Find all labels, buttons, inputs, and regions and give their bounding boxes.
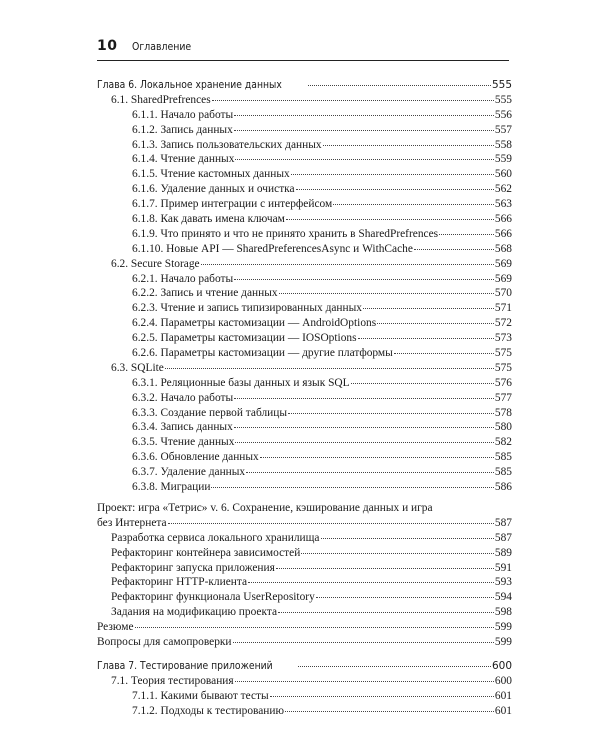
toc-entry-title: 7.1.1. Какими бывают тесты — [132, 689, 269, 702]
toc-entry-page: 598 — [494, 606, 512, 619]
toc-entry-title: 6.1.4. Чтение данных — [132, 153, 235, 166]
toc-entry-page: 585 — [494, 451, 512, 464]
toc-entry-page: 591 — [494, 561, 512, 574]
toc-leader-dots — [333, 195, 494, 205]
toc-leader-dots — [414, 240, 494, 250]
toc-entry-page: 556 — [494, 108, 512, 121]
toc-entry-page: 563 — [494, 198, 512, 211]
toc-entry-page: 585 — [494, 466, 512, 479]
toc-entry-page: 599 — [494, 621, 512, 634]
toc-leader-dots — [279, 284, 494, 294]
toc-leader-dots — [212, 91, 494, 101]
running-title: Оглавление — [132, 40, 192, 53]
toc-subsection[interactable] — [97, 480, 512, 495]
toc-leader-dots — [301, 544, 494, 554]
toc-entry-title: 6.3.6. Обновление данных — [132, 451, 259, 464]
toc-entry-page: 582 — [494, 436, 512, 449]
toc-leader-dots — [276, 559, 494, 569]
toc-entry-page: 593 — [494, 576, 512, 589]
toc-leader-dots — [358, 329, 494, 339]
toc-leader-dots — [316, 588, 494, 598]
toc-entry-title: 6.3.1. Реляционные базы данных и язык SQL — [132, 376, 350, 389]
toc-entry-page: 578 — [494, 406, 512, 419]
toc-entry-title: Рефакторинг запуска приложения — [111, 561, 275, 574]
toc-entry-title: 6.3.7. Удаление данных — [132, 466, 246, 479]
toc-entry-title: Глава 6. Локальное хранение данных — [97, 79, 282, 91]
toc-leader-dots — [201, 255, 494, 265]
toc-leader-dots — [135, 618, 494, 628]
toc-leader-dots — [211, 478, 493, 488]
toc-entry-page: 569 — [494, 272, 512, 285]
toc-entry-title: 6.2.2. Запись и чтение данных — [132, 287, 278, 300]
toc-leader-dots — [270, 687, 494, 697]
toc-entry-title: Рефакторинг HTTP-клиента — [111, 576, 248, 589]
toc-leader-dots — [286, 210, 494, 220]
toc-leader-dots — [377, 314, 494, 324]
toc-entry-title: 6.1.2. Запись данных — [132, 123, 233, 136]
toc-leader-dots — [234, 389, 494, 399]
toc-leader-dots — [291, 165, 494, 175]
toc-entry-page: 601 — [494, 689, 512, 702]
toc-entry-title: 6.2.4. Параметры кастомизации — AndroidOptions — [132, 317, 377, 330]
toc-entry-title: 6.3.8. Миграции — [132, 481, 211, 494]
toc-entry-title: 6.1.6. Удаление данных и очистка — [132, 183, 295, 196]
toc-entry-page: 571 — [494, 302, 512, 315]
toc-entry-page: 566 — [494, 227, 512, 240]
toc-entry-title: 6.2.3. Чтение и запись типизированных данных — [132, 302, 362, 315]
toc-entry-title: 6.3.4. Запись данных — [132, 421, 233, 434]
toc-leader-dots — [285, 702, 494, 712]
toc-entry-page: 576 — [494, 376, 512, 389]
toc-entry-page: 573 — [494, 332, 512, 345]
toc-entry-page: 555 — [491, 79, 512, 91]
toc-leader-dots — [298, 657, 491, 667]
toc-entry-page: 568 — [494, 242, 512, 255]
toc-entry-title: 6.1.5. Чтение кастомных данных — [132, 168, 290, 181]
page-header — [97, 34, 509, 61]
toc-leader-dots — [235, 672, 494, 682]
toc-entry-title: 6.3.5. Чтение данных — [132, 436, 235, 449]
toc-entry-page: 558 — [494, 138, 512, 151]
toc-entry-page: 587 — [494, 516, 512, 529]
table-of-contents — [97, 78, 512, 718]
toc-entry-title: Разработка сервиса локального хранилища — [111, 531, 320, 544]
toc-leader-dots — [168, 514, 494, 524]
toc-leader-dots — [321, 529, 494, 539]
toc-entry-title: 6.1.10. Новые API — SharedPreferencesAsync и WithCache — [132, 242, 413, 255]
toc-leader-dots — [235, 433, 494, 443]
toc-entry-title: без Интернета — [97, 516, 167, 529]
toc-entry-page: 587 — [494, 531, 512, 544]
toc-leader-dots — [234, 106, 494, 116]
toc-entry-page: 580 — [494, 421, 512, 434]
toc-entry-title: Задания на модификацию проекта — [111, 606, 278, 619]
toc-entry-page: 569 — [494, 257, 512, 270]
toc-leader-dots — [234, 418, 494, 428]
page-number: 10 — [97, 38, 118, 54]
toc-leader-dots — [233, 633, 494, 643]
toc-entry-page: 555 — [494, 93, 512, 106]
toc-leader-dots — [234, 121, 494, 131]
toc-leader-dots — [296, 180, 494, 190]
toc-entry-title: 6.3.2. Начало работы — [132, 391, 234, 404]
toc-entry-page: 601 — [494, 704, 512, 717]
toc-entry-title: 6.3.3. Создание первой таблицы — [132, 406, 288, 419]
toc-entry-page: 562 — [494, 183, 512, 196]
toc-questions[interactable] — [97, 635, 512, 650]
toc-entry-title: Глава 7. Тестирование приложений — [97, 659, 273, 672]
toc-entry-title: 6.2.5. Параметры кастомизации — IOSOptions — [132, 332, 357, 345]
toc-leader-dots — [363, 299, 494, 309]
toc-entry-title: Проект: игра «Тетрис» v. 6. Сохранение, кэширование данных и игра — [97, 501, 433, 514]
toc-leader-dots — [351, 374, 494, 384]
toc-entry-title: Рефакторинг контейнера зависимостей — [111, 546, 301, 559]
toc-entry-title: Вопросы для самопроверки — [97, 635, 232, 648]
toc-entry-title: 6.1.1. Начало работы — [132, 108, 234, 121]
toc-entry-title: 6.2. Secure Storage — [111, 257, 200, 270]
toc-subsection[interactable] — [97, 704, 512, 719]
toc-entry-title: 6.1.7. Пример интеграции с интерфейсом — [132, 198, 333, 211]
toc-entry-page: 557 — [494, 123, 512, 136]
toc-entry-page: 600 — [491, 659, 512, 672]
toc-entry-page: 559 — [494, 153, 512, 166]
toc-entry-page: 594 — [494, 591, 512, 604]
toc-entry-title: 7.1.2. Подходы к тестированию — [132, 704, 284, 717]
toc-entry-page: 577 — [494, 391, 512, 404]
toc-entry-title: 6.2.1. Начало работы — [132, 272, 234, 285]
toc-entry-title: 6.1.8. Как давать имена ключам — [132, 213, 285, 226]
toc-leader-dots — [235, 150, 494, 160]
toc-entry-title: 6.1.3. Запись пользовательских данных — [132, 138, 322, 151]
toc-entry-title: Рефакторинг функционала UserRepository — [111, 591, 315, 604]
toc-leader-dots — [394, 344, 494, 354]
toc-leader-dots — [165, 359, 494, 369]
toc-leader-dots — [278, 603, 494, 613]
toc-entry-title: 6.1. SharedPrefrences — [111, 93, 211, 106]
toc-entry-page: 560 — [494, 168, 512, 181]
toc-leader-dots — [308, 76, 491, 86]
toc-leader-dots — [246, 463, 494, 473]
toc-entry-page: 572 — [494, 317, 512, 330]
toc-entry-title: Резюме — [97, 621, 134, 634]
toc-entry-title: 6.1.9. Что принято и что не принято хранить в SharedPrefrences — [132, 227, 439, 240]
toc-entry-title: 6.3. SQLite — [111, 361, 164, 374]
toc-entry-page: 566 — [494, 213, 512, 226]
toc-leader-dots — [260, 448, 494, 458]
toc-leader-dots — [248, 573, 494, 583]
toc-entry-page: 575 — [494, 347, 512, 360]
toc-entry-page: 600 — [494, 674, 512, 687]
toc-leader-dots — [439, 225, 494, 235]
toc-leader-dots — [234, 270, 494, 280]
toc-entry-page: 586 — [494, 481, 512, 494]
toc-entry-page: 570 — [494, 287, 512, 300]
toc-entry-page: 589 — [494, 546, 512, 559]
toc-entry-title: 6.2.6. Параметры кастомизации — другие платформы — [132, 347, 393, 360]
toc-entry-page: 575 — [494, 361, 512, 374]
toc-entry-page: 599 — [494, 635, 512, 648]
toc-leader-dots — [323, 136, 494, 146]
toc-leader-dots — [288, 404, 494, 414]
toc-entry-title: 7.1. Теория тестирования — [111, 674, 234, 687]
